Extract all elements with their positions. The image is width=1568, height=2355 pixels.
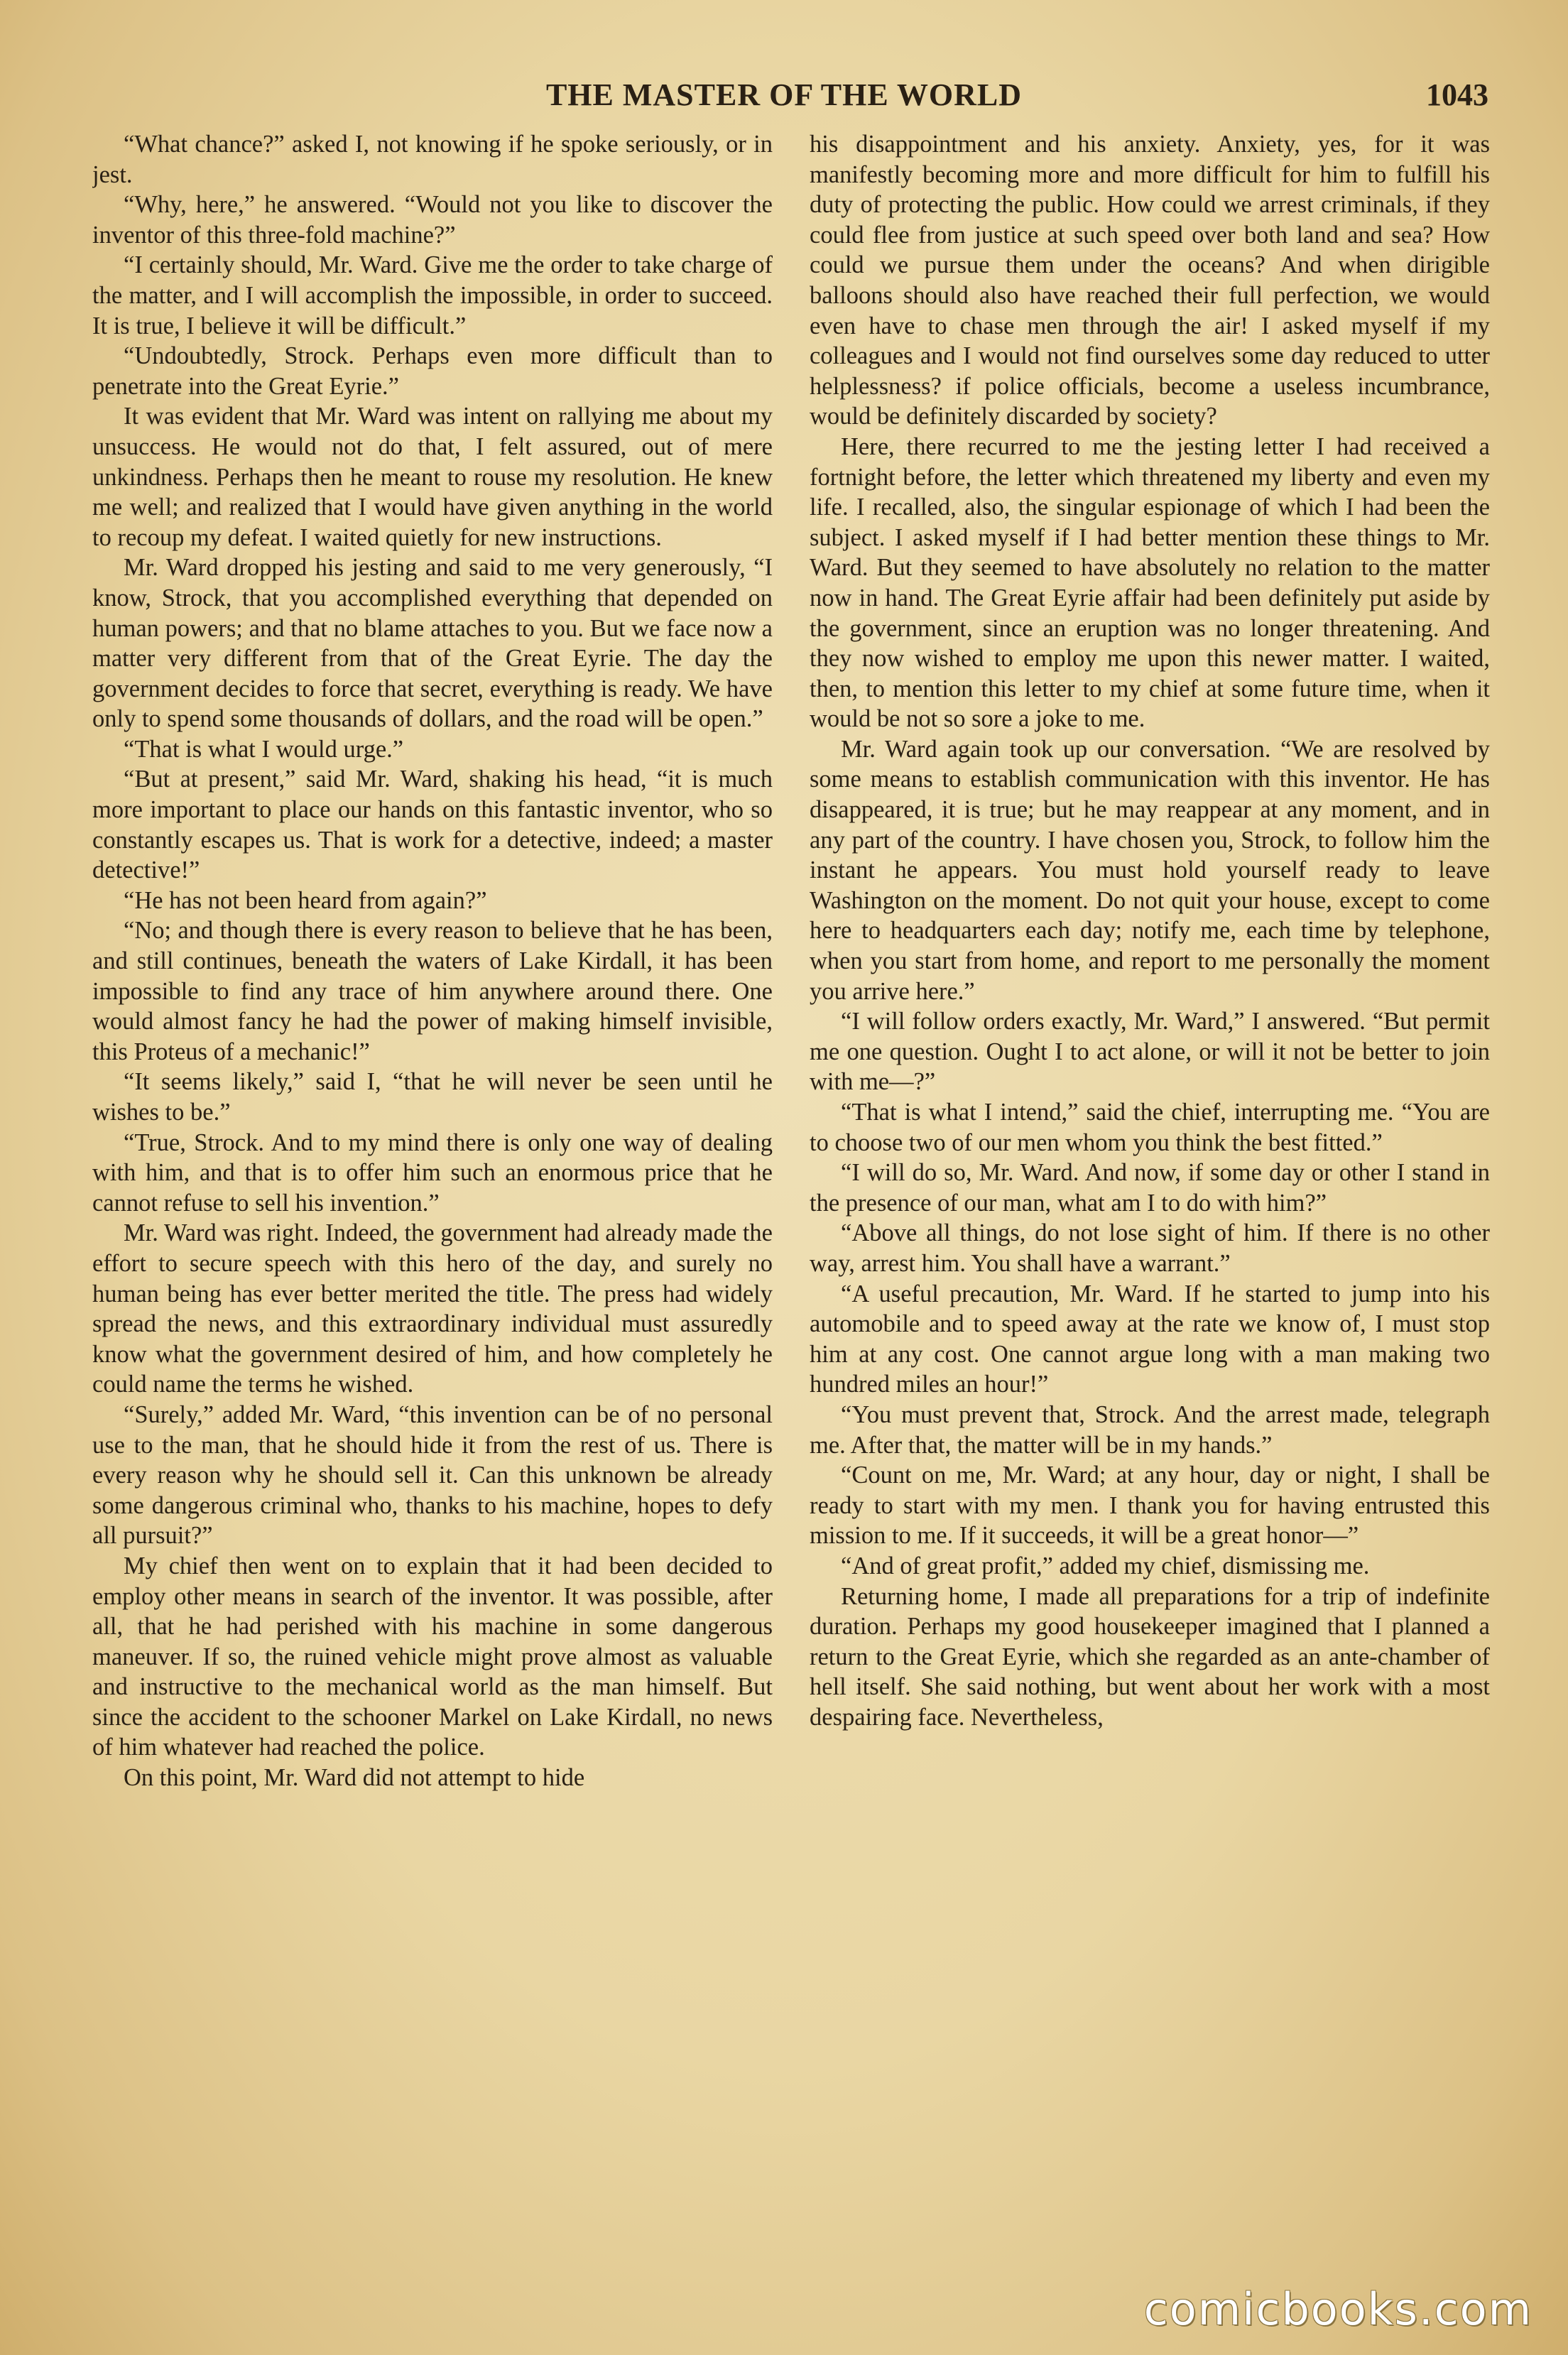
paragraph: “And of great profit,” added my chief, dismissing me. <box>841 1552 1370 1579</box>
paragraph: “Undoubtedly, Strock. Perhaps even more difficult than to penetrate into the Great Eyrie.” <box>92 342 773 400</box>
right-text-column <box>810 129 1490 2231</box>
paragraph: Mr. Ward dropped his jesting and said to me very generously, “I know, Strock, that you accomplished everything that depended on human powers; and that no blame attaches to you. But we face now a matter very different from that of the Great Eyrie. The day the government decides to force that secret, everything is ready. We have only to spend some thousands of dollars, and the road will be open.” <box>92 554 773 733</box>
paragraph: “Above all things, do not lose sight of him. If there is no other way, arrest him. You shall have a warrant.” <box>810 1219 1490 1277</box>
paragraph: “Surely,” added Mr. Ward, “this invention can be of no personal use to the man, that he should hide it from the rest of us. There is every reason why he should sell it. Can this unknown be already some dangerous criminal who, thanks to his machine, hopes to defy all pursuit?” <box>92 1401 773 1550</box>
paragraph: “Count on me, Mr. Ward; at any hour, day or night, I shall be ready to start with my men. I thank you for having entrusted this mission to me. If it succeeds, it will be a great honor—” <box>810 1462 1490 1550</box>
left-text-column <box>92 129 773 2231</box>
paragraph: “I certainly should, Mr. Ward. Give me the order to take charge of the matter, and I will accomplish the impossible, in order to succeed. It is true, I believe it will be difficult.” <box>92 251 773 339</box>
page-title: THE MASTER OF THE WORLD <box>545 77 1023 112</box>
running-header <box>0 77 1568 119</box>
paragraph: “That is what I would urge.” <box>124 735 404 763</box>
paragraph: “Why, here,” he answered. “Would not you like to discover the inventor of this three-fold machine?” <box>92 191 773 249</box>
paragraph: “I will do so, Mr. Ward. And now, if some day or other I stand in the presence of our man, what am I to do with him?” <box>810 1159 1490 1217</box>
page-number: 1043 <box>1426 77 1488 112</box>
paragraph: “It seems likely,” said I, “that he will never be seen until he wishes to be.” <box>92 1068 773 1126</box>
paragraph: “No; and though there is every reason to believe that he has been, and still continues, beneath the waters of Lake Kirdall, it has been impossible to find any trace of him anywhere around there. One would almost fancy he had the power of making himself invisible, this Proteus of a mechanic!” <box>92 917 773 1065</box>
paragraph: Here, there recurred to me the jesting letter I had received a fortnight before, the letter which threatened my liberty and even my life. I recalled, also, the singular espionage of which I had been the subject. I asked myself if I had better mention these things to Mr. Ward. But they seemed to have absolutely no relation to the matter now in hand. The Great Eyrie affair had been definitely put aside by the government, since an eruption was no longer threatening. And they now wished to employ me upon this newer matter. I waited, then, to mention this letter to my chief at some future time, when it would be not so sore a joke to me. <box>810 433 1490 733</box>
paragraph: Returning home, I made all preparations for a trip of indefinite duration. Perhaps my good housekeeper imagined that I planned a return to the Great Eyrie, which she regarded as an ante-chamber of hell itself. She said nothing, but went about her work with a most despairing face. Nevertheless, <box>810 1582 1490 1731</box>
paragraph: Mr. Ward was right. Indeed, the government had already made the effort to secure speech with this hero of the day, and surely no human being has ever better merited the title. The press had widely spread the news, and this extraordinary individual must assuredly know what the government desired of him, and how completely he could name the terms he wished. <box>92 1219 773 1398</box>
paragraph: “I will follow orders exactly, Mr. Ward,” I answered. “But permit me one question. Ought I to act alone, or will it not be better to join with me—?” <box>810 1008 1490 1096</box>
paragraph: On this point, Mr. Ward did not attempt to hide <box>124 1764 585 1792</box>
paragraph: “True, Strock. And to my mind there is only one way of dealing with him, and that is to offer him such an enormous price that he cannot refuse to sell his invention.” <box>92 1128 773 1217</box>
paragraph: “A useful precaution, Mr. Ward. If he started to jump into his automobile and to speed away at the rate we know of, I must stop him at any cost. One cannot argue long with a man making two hundred miles an hour!” <box>810 1280 1490 1398</box>
site-watermark: comicbooks.com <box>1143 2283 1532 2335</box>
paragraph: Mr. Ward again took up our conversation. “We are resolved by some means to establish communication with this inventor. He has disappeared, it is true; but he may reappear at any moment, and in any part of the country. I have chosen you, Strock, to follow him the instant he appears. You must hold yourself ready to leave Washington on the moment. Do not quit your house, except to come here to headquarters each day; notify me, each time by telephone, when you start from home, and report to me personally the moment you arrive here.” <box>810 735 1490 1005</box>
paragraph: “What chance?” asked I, not knowing if he spoke seriously, or in jest. <box>92 131 773 188</box>
paragraph: “He has not been heard from again?” <box>124 886 487 914</box>
paragraph-continuation: his disappointment and his anxiety. Anxiety, yes, for it was manifestly becoming more and more difficult for him to fulfill his duty of protecting the public. How could we arrest criminals, if they could flee from justice at such speed over both land and sea? How could we pursue them under the oceans? And when dirigible balloons should also have reached their full perfection, we would even have to chase men through the air! I asked myself if my colleagues and I would not find ourselves some day reduced to utter helplessness? if police officials, become a useless incumbrance, would be definitely discarded by society? <box>810 131 1490 430</box>
paragraph: “You must prevent that, Strock. And the arrest made, telegraph me. After that, the matter will be in my hands.” <box>810 1401 1490 1459</box>
paragraph: “That is what I intend,” said the chief, interrupting me. “You are to choose two of our men whom you think the best fitted.” <box>810 1099 1490 1156</box>
paragraph: My chief then went on to explain that it had been decided to employ other means in search of the inventor. It was possible, after all, that he had perished with his machine in some dangerous maneuver. If so, the ruined vehicle might prove almost as valuable and instructive to the mechanical world as the man himself. But since the accident to the schooner Markel on Lake Kirdall, no news of him whatever had reached the police. <box>92 1552 773 1761</box>
paragraph: “But at present,” said Mr. Ward, shaking his head, “it is much more important to place our hands on this fantastic inventor, who so constantly escapes us. That is work for a detective, indeed; a master detective!” <box>92 766 773 884</box>
paragraph: It was evident that Mr. Ward was intent on rallying me about my unsuccess. He would not do that, I felt assured, out of mere unkindness. Perhaps then he meant to rouse my resolution. He knew me well; and realized that I would have given anything in the world to recoup my defeat. I waited quietly for new instructions. <box>92 403 773 551</box>
